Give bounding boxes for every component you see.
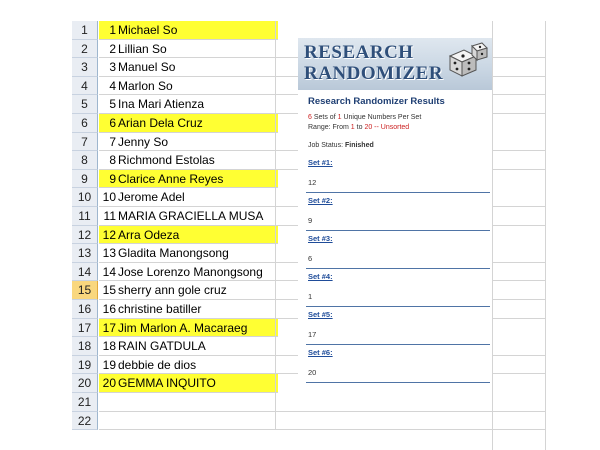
set-value: 6 bbox=[308, 254, 313, 263]
job-status-value: Finished bbox=[344, 142, 374, 149]
name-cell[interactable] bbox=[99, 21, 276, 40]
participant-number: 2 bbox=[109, 41, 116, 56]
set-label: Set #2: bbox=[308, 196, 333, 205]
row-header[interactable]: 9 bbox=[72, 170, 98, 189]
row-header[interactable]: 19 bbox=[72, 356, 98, 375]
participant-number: 15 bbox=[102, 283, 116, 298]
set-divider bbox=[306, 192, 490, 193]
empty-cell[interactable] bbox=[276, 226, 278, 245]
set-label: Set #6: bbox=[308, 348, 333, 357]
name-cell[interactable] bbox=[99, 151, 276, 170]
randomizer-results-panel bbox=[298, 38, 492, 394]
column-gridline bbox=[545, 21, 546, 450]
name-cell[interactable] bbox=[99, 188, 276, 207]
name-cell[interactable] bbox=[99, 40, 276, 59]
set-value: 20 bbox=[308, 368, 317, 377]
empty-cell[interactable] bbox=[276, 114, 278, 133]
participant-name: Jerome Adel bbox=[118, 190, 185, 205]
set-label: Set #3: bbox=[308, 234, 333, 243]
participant-number: 10 bbox=[102, 190, 116, 205]
participant-number: 11 bbox=[103, 209, 116, 223]
empty-cell[interactable] bbox=[276, 319, 278, 338]
participant-number: 9 bbox=[109, 171, 116, 186]
name-cell[interactable] bbox=[99, 356, 276, 375]
empty-cell[interactable] bbox=[276, 412, 545, 431]
row-header[interactable]: 11 bbox=[72, 207, 98, 226]
row-header[interactable]: 1 bbox=[72, 21, 98, 40]
set-divider bbox=[306, 306, 490, 307]
participant-name: Jose Lorenzo Manongsong bbox=[118, 264, 263, 279]
set-value: 17 bbox=[308, 330, 317, 339]
participant-number: 4 bbox=[109, 78, 116, 93]
set-label: Set #1: bbox=[308, 158, 333, 167]
name-cell[interactable] bbox=[99, 58, 276, 77]
participant-number: 5 bbox=[109, 97, 116, 112]
participant-number: 16 bbox=[102, 302, 116, 316]
participant-name: christine batiller bbox=[118, 302, 202, 316]
unique-count: 1 bbox=[337, 114, 342, 121]
set-value: 9 bbox=[308, 216, 313, 225]
participant-number: 8 bbox=[109, 153, 116, 168]
participant-name: RAIN GATDULA bbox=[118, 339, 206, 354]
row-header[interactable]: 2 bbox=[72, 40, 98, 59]
participant-name: Arra Odeza bbox=[118, 227, 180, 242]
participant-number: 6 bbox=[109, 116, 116, 130]
participant-name: Clarice Anne Reyes bbox=[118, 171, 224, 186]
participant-name: Jim Marlon A. Macaraeg bbox=[118, 320, 248, 335]
range-from: 1 bbox=[350, 124, 355, 131]
sets-info: 6 Sets of 1 Unique Numbers Per Set bbox=[308, 114, 422, 121]
row-header[interactable]: 5 bbox=[72, 95, 98, 114]
participant-number: 17 bbox=[102, 320, 116, 335]
row-header[interactable]: 10 bbox=[72, 188, 98, 207]
name-cell[interactable] bbox=[99, 114, 276, 133]
set-value: 1 bbox=[308, 292, 313, 301]
row-header[interactable]: 20 bbox=[72, 374, 98, 393]
row-header[interactable]: 8 bbox=[72, 151, 98, 170]
participant-number: 13 bbox=[102, 246, 116, 261]
name-cell[interactable] bbox=[99, 319, 276, 338]
row-header[interactable]: 7 bbox=[72, 133, 98, 152]
empty-cell[interactable] bbox=[276, 393, 545, 412]
participant-number: 18 bbox=[102, 339, 116, 354]
job-status: Job Status: Finished bbox=[308, 142, 374, 149]
range-info: Range: From 1 to 20 -- Unsorted bbox=[308, 124, 410, 131]
table-row bbox=[72, 21, 545, 40]
set-divider bbox=[306, 344, 490, 345]
name-cell[interactable] bbox=[99, 263, 276, 282]
participant-number: 1 bbox=[109, 23, 116, 37]
name-cell[interactable] bbox=[99, 95, 276, 114]
name-cell[interactable] bbox=[99, 300, 276, 319]
row-header[interactable]: 4 bbox=[72, 77, 98, 96]
name-cell[interactable] bbox=[99, 244, 276, 263]
row-header[interactable]: 12 bbox=[72, 226, 98, 245]
participant-name: Richmond Estolas bbox=[118, 153, 215, 168]
name-cell[interactable] bbox=[99, 393, 276, 412]
dice-icon bbox=[444, 42, 488, 82]
participant-name: Gladita Manongsong bbox=[118, 246, 229, 261]
participant-name: Jenny So bbox=[118, 134, 169, 149]
research-randomizer-logo bbox=[298, 38, 492, 90]
row-header[interactable]: 21 bbox=[72, 393, 98, 412]
row-header[interactable]: 17 bbox=[72, 319, 98, 338]
set-divider bbox=[306, 268, 490, 269]
set-value: 12 bbox=[308, 178, 317, 187]
empty-cell[interactable] bbox=[276, 21, 278, 40]
participant-name: Arian Dela Cruz bbox=[118, 116, 203, 130]
participant-name: Manuel So bbox=[118, 60, 176, 75]
participant-name: Marlon So bbox=[118, 78, 173, 93]
table-row bbox=[72, 412, 545, 431]
name-cell[interactable] bbox=[99, 337, 276, 356]
participant-number: 19 bbox=[102, 357, 116, 372]
name-cell[interactable] bbox=[99, 207, 276, 226]
participant-number: 20 bbox=[102, 376, 116, 391]
row-header[interactable]: 3 bbox=[72, 58, 98, 77]
participant-name: debbie de dios bbox=[118, 357, 197, 372]
row-header[interactable]: 16 bbox=[72, 300, 98, 319]
participant-name: MARIA GRACIELLA MUSA bbox=[118, 209, 264, 223]
name-cell[interactable] bbox=[99, 77, 276, 96]
name-cell[interactable] bbox=[99, 133, 276, 152]
participant-name: Lillian So bbox=[118, 41, 167, 56]
participant-name: sherry ann gole cruz bbox=[118, 283, 227, 298]
set-label: Set #5: bbox=[308, 310, 333, 319]
name-cell[interactable] bbox=[99, 412, 276, 431]
name-cell[interactable] bbox=[99, 374, 276, 393]
range-sort: -- Unsorted bbox=[372, 124, 410, 131]
row-header[interactable]: 13 bbox=[72, 244, 98, 263]
participant-name: Ina Mari Atienza bbox=[118, 97, 205, 112]
set-divider bbox=[306, 382, 490, 383]
table-row bbox=[72, 393, 545, 412]
participant-number: 14 bbox=[102, 264, 116, 279]
results-title: Research Randomizer Results bbox=[308, 96, 445, 107]
participant-name: Michael So bbox=[118, 23, 178, 37]
participant-number: 12 bbox=[102, 227, 116, 242]
sets-count: 6 bbox=[308, 114, 312, 121]
empty-cell[interactable] bbox=[276, 374, 278, 393]
column-gridline bbox=[492, 21, 493, 450]
row-header[interactable]: 18 bbox=[72, 337, 98, 356]
row-header[interactable]: 6 bbox=[72, 114, 98, 133]
name-cell[interactable] bbox=[99, 170, 276, 189]
participant-name: GEMMA INQUITO bbox=[118, 376, 216, 391]
range-to: 20 bbox=[364, 124, 373, 131]
name-cell[interactable] bbox=[99, 226, 276, 245]
row-header[interactable]: 22 bbox=[72, 412, 98, 431]
logo-wordmark: RESEARCH RANDOMIZER bbox=[304, 42, 444, 84]
set-label: Set #4: bbox=[308, 272, 333, 281]
participant-number: 7 bbox=[109, 134, 116, 149]
row-header[interactable]: 15 bbox=[72, 281, 98, 300]
empty-cell[interactable] bbox=[276, 170, 278, 189]
participant-number: 3 bbox=[109, 60, 116, 75]
row-header[interactable]: 14 bbox=[72, 263, 98, 282]
set-divider bbox=[306, 230, 490, 231]
name-cell[interactable] bbox=[99, 281, 276, 300]
